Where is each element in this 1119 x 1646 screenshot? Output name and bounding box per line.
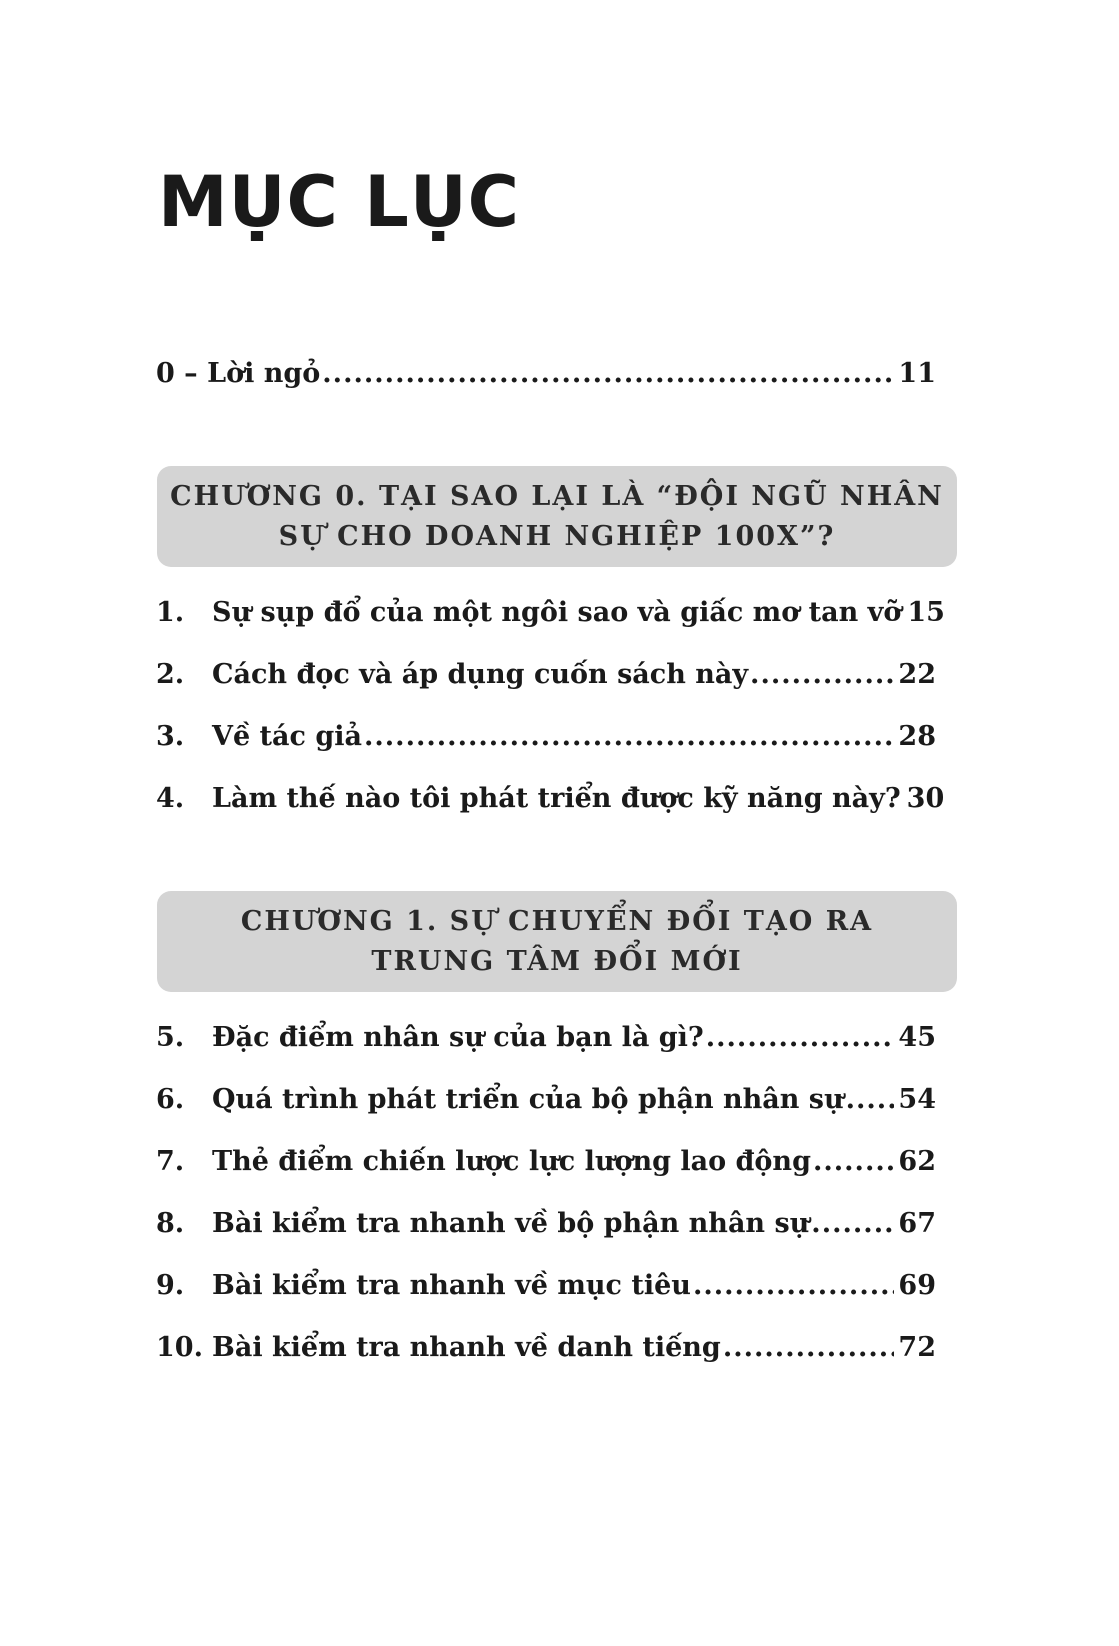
toc-page-number: 15 bbox=[907, 597, 945, 628]
toc-entry-number: 6. bbox=[156, 1084, 185, 1115]
toc-entry-text: Đặc điểm nhân sự của bạn là gì? bbox=[212, 1022, 704, 1053]
chapter-title bbox=[150, 477, 964, 557]
page-title: MỤC LỤC bbox=[158, 161, 521, 243]
toc-entry-5[interactable] bbox=[156, 1016, 936, 1060]
toc-page-number: 69 bbox=[898, 1270, 936, 1301]
toc-page-number: 30 bbox=[906, 783, 945, 814]
toc-page-number: 22 bbox=[898, 659, 936, 690]
toc-entry-4[interactable] bbox=[156, 777, 945, 821]
chapter-title bbox=[221, 902, 893, 982]
dot-leader bbox=[813, 1140, 894, 1184]
toc-page-number: 45 bbox=[898, 1022, 936, 1053]
toc-entry-text: 0 – Lời ngỏ bbox=[156, 358, 321, 389]
chapter-1-header[interactable] bbox=[157, 891, 957, 992]
toc-entry-text: Làm thế nào tôi phát triển được kỹ năng này? bbox=[212, 783, 901, 814]
toc-entry-number: 5. bbox=[156, 1022, 185, 1053]
chapter-title-line: CHƯƠNG 1. SỰ CHUYỂN ĐỔI TẠO RA bbox=[240, 905, 874, 937]
chapter-0-header[interactable] bbox=[157, 466, 957, 567]
toc-entry-number: 8. bbox=[156, 1208, 185, 1239]
toc-entry-10[interactable] bbox=[156, 1326, 936, 1370]
toc-entry-text: Bài kiểm tra nhanh về danh tiếng bbox=[212, 1332, 721, 1363]
toc-page-number: 28 bbox=[898, 721, 936, 752]
dot-leader bbox=[706, 1016, 895, 1060]
toc-entry-intro[interactable] bbox=[156, 352, 936, 396]
toc-entry-text: Về tác giả bbox=[212, 721, 362, 752]
dot-leader bbox=[846, 1078, 895, 1122]
toc-entry-number: 1. bbox=[156, 597, 185, 628]
chapter-title-line: TRUNG TÂM ĐỔI MỚI bbox=[371, 945, 743, 977]
toc-entry-3[interactable] bbox=[156, 715, 936, 759]
dot-leader bbox=[364, 715, 894, 759]
toc-page-number: 11 bbox=[898, 358, 936, 389]
chapter-title-line: SỰ CHO DOANH NGHIỆP 100X”? bbox=[278, 520, 836, 552]
dot-leader bbox=[693, 1264, 894, 1308]
toc-entry-number: 2. bbox=[156, 659, 185, 690]
toc-entry-8[interactable] bbox=[156, 1202, 936, 1246]
toc-entry-text: Bài kiểm tra nhanh về mục tiêu bbox=[212, 1270, 691, 1301]
toc-entry-2[interactable] bbox=[156, 653, 936, 697]
toc-page-number: 62 bbox=[898, 1146, 936, 1177]
toc-entry-text: Thẻ điểm chiến lược lực lượng lao động bbox=[212, 1146, 811, 1177]
toc-entry-number: 3. bbox=[156, 721, 185, 752]
dot-leader bbox=[750, 653, 894, 697]
toc-entry-number: 10. bbox=[156, 1332, 203, 1363]
toc-entry-1[interactable] bbox=[156, 591, 945, 635]
dot-leader bbox=[811, 1202, 894, 1246]
toc-entry-text: Sự sụp đổ của một ngôi sao và giấc mơ tan vỡ bbox=[212, 597, 902, 628]
toc-entry-number: 9. bbox=[156, 1270, 185, 1301]
toc-entry-text: Quá trình phát triển của bộ phận nhân sự bbox=[212, 1084, 844, 1115]
toc-page-number: 67 bbox=[898, 1208, 936, 1239]
toc-page-number: 54 bbox=[898, 1084, 936, 1115]
toc-entry-7[interactable] bbox=[156, 1140, 936, 1184]
dot-leader bbox=[723, 1326, 895, 1370]
toc-entry-number: 7. bbox=[156, 1146, 185, 1177]
toc-page-number: 72 bbox=[898, 1332, 936, 1363]
toc-entry-number: 4. bbox=[156, 783, 185, 814]
toc-entry-6[interactable] bbox=[156, 1078, 936, 1122]
chapter-title-line: CHƯƠNG 0. TẠI SAO LẠI LÀ “ĐỘI NGŨ NHÂN bbox=[170, 480, 944, 512]
toc-entry-text: Cách đọc và áp dụng cuốn sách này bbox=[212, 659, 749, 690]
dot-leader bbox=[322, 352, 894, 396]
toc-entry-9[interactable] bbox=[156, 1264, 936, 1308]
toc-entry-text: Bài kiểm tra nhanh về bộ phận nhân sự bbox=[212, 1208, 810, 1239]
